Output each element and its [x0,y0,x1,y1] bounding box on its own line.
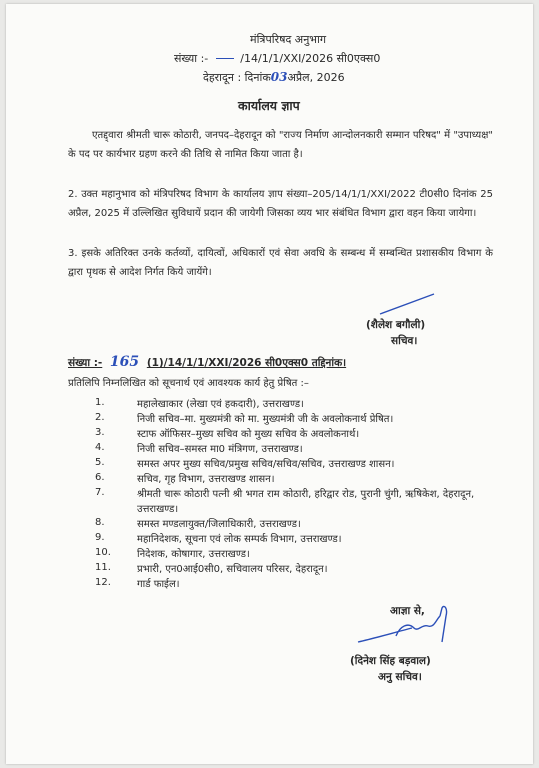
list-item-text: निजी सचिव–मा. मुख्यमंत्री को मा. मुख्यमंत्री जी के अवलोकनार्थ प्रेषित। [137,414,394,425]
handwritten-date: 03 [270,70,288,84]
list-item-number: 5. [95,457,105,468]
copy-ref-label: संख्या :- [68,357,103,369]
list-item-number: 2. [95,412,105,423]
place-date [203,70,345,85]
list-item-number: 8. [95,517,105,528]
list-item-text: समस्त अपर मुख्य सचिव/प्रमुख सचिव/सचिव/सचिव, उत्तराखण्ड शासन। [137,459,395,470]
signatory2-designation: अनु सचिव। [378,671,422,683]
list-item-number: 3. [95,427,105,438]
list-item-text: श्रीमती चारू कोठारी पत्नी श्री भगत राम कोठारी, हरिद्वार रोड, पुरानी चुंगी, ऋषिकेश, देहरादून, उत्तराखण्ड। [137,489,475,515]
list-item-number: 11. [95,562,111,573]
list-item-number: 6. [95,472,105,483]
copy-ref-suffix: (1)/14/1/1/XXI/2026 सी0एक्स0 तद्दिनांक। [146,357,347,369]
place-date-suffix: अप्रैल, 2026 [287,71,345,84]
list-item-text: महानिदेशक, सूचना एवं लोक सम्पर्क विभाग, उत्तराखण्ड। [137,534,342,545]
document-title: कार्यालय ज्ञाप [238,98,300,113]
document-number [174,51,380,66]
list-item-number: 10. [95,547,111,558]
list-item-text: महालेखाकार (लेखा एवं हकदारी), उत्तराखण्ड। [137,399,304,410]
number-label: संख्या :- [174,52,209,65]
place-date-prefix: देहरादून : दिनांक [203,71,271,84]
list-item-text: स्टाफ ऑफिसर–मुख्य सचिव को मुख्य सचिव के अवलोकनार्थ। [137,429,360,440]
paragraph-1: एतद्द्वारा श्रीमती चारू कोठारी, जनपद–देहरादून को "राज्य निर्माण आन्दोलनकारी सम्मान परिषद" में "उपाध्यक्ष" के पद पर कार्यभार ग्रहण करने की तिथि से नामित किया जाता है। [68,130,493,160]
number-value: /14/1/1/XXI/2026 सी0एक्स0 [240,52,381,65]
list-item-number: 7. [95,487,105,498]
paragraph-2: 2. उक्त महानुभाव को मंत्रिपरिषद विभाग के कार्यालय ज्ञाप संख्या–205/14/1/1/XXI/2022 टी0सी0 दिनांक 25 अप्रैल, 2025 में उल्लिखित सुविधायें प्रदान की जायेगी जिसका व्यय भार संबंधित विभाग द्वारा वहन किया जायेगा। [68,189,493,219]
department-heading: मंत्रिपरिषद अनुभाग [250,33,327,46]
order-line: आज्ञा से, [390,605,425,617]
copy-reference [68,354,346,370]
list-item-text: निदेशक, कोषागार, उत्तराखण्ड। [137,549,250,560]
signature-scribble-1 [378,290,438,318]
copy-intro: प्रतिलिपि निम्नलिखित को सूचनार्थ एवं आवश्यक कार्य हेतु प्रेषित :– [68,378,309,389]
paragraph-3: 3. इसके अतिरिक्त उनके कर्तव्यों, दायित्वों, अधिकारों एवं सेवा अवधि के सम्बन्ध में सम्बन्धित प्रशासकीय विभाग के द्वारा पृथक से आदेश निर्गत किये जायेंगे। [68,248,493,278]
document-page [6,4,533,764]
list-item-text: समस्त मण्डलायुक्त/जिलाधिकारी, उत्तराखण्ड। [137,519,301,530]
list-item-text: प्रभारी, एन0आई0सी0, सचिवालय परिसर, देहरादून। [137,564,328,575]
handwritten-dash [216,58,234,59]
list-item-number: 1. [95,397,105,408]
signature-scribble-2 [356,602,456,650]
signatory2-name: (दिनेश सिंह बड़वाल) [350,655,431,667]
list-item-text: गार्ड फाईल। [137,579,180,590]
list-item-text: सचिव, गृह विभाग, उत्तराखण्ड शासन। [137,474,275,485]
signatory-name: (शैलेश बगौली) [366,319,426,331]
handwritten-copy-number: 165 [109,354,140,370]
list-item-text: निजी सचिव–समस्त मा0 मंत्रिगण, उत्तराखण्ड। [137,444,303,455]
list-item-number: 4. [95,442,105,453]
list-item-number: 12. [95,577,111,588]
list-item-number: 9. [95,532,105,543]
signatory-designation: सचिव। [391,335,418,347]
